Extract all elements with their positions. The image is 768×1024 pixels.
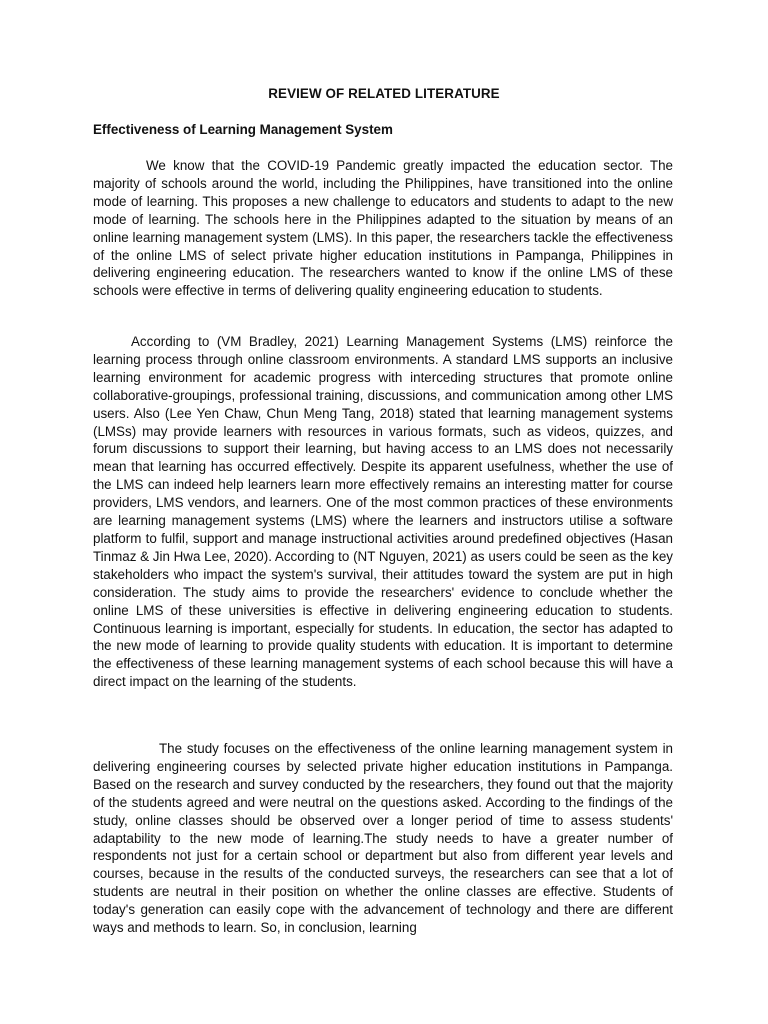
paragraph-study-focus: The study focuses on the effectiveness of the online learning management system in delivering engineering courses by selected private higher education institutions in Pampanga. Based on the research and survey conducted by the researchers, they found out that the majority of the students agreed and were neutral on the questions asked. According to the findings of the study, online classes should be observed over a longer period of time to assess students' adaptability to the new mode of learning.The study needs to have a greater number of respondents not just for a certain school or department but also from different year levels and courses, because in the results of the conducted surveys, the researchers can see that a lot of students are neutral in their position on whether the online classes are effective. Students of today's generation can easily cope with the advancement of technology and there are different ways and methods to learn. So, in conclusion, learning [93,741,673,936]
section-heading: Effectiveness of Learning Management System [93,122,393,137]
paragraph-literature: According to (VM Bradley, 2021) Learning Management Systems (LMS) reinforce the learning process through online classroom environments. A standard LMS supports an inclusive learning environment for academic progress with interceding structures that promote online collaborative-groupings, professional training, discussions, and communication among other LMS users. Also (Lee Yen Chaw, Chun Meng Tang, 2018) stated that learning management systems (LMSs) may provide learners with resources in various formats, such as videos, quizzes, and forum discussions to support their learning, but having access to an LMS does not necessarily mean that learning has occurred effectively. Despite its apparent usefulness, whether the use of the LMS can indeed help learners learn more effectively remains an interesting matter for course providers, LMS vendors, and learners. One of the most common practices of these environments are learning management systems (LMS) where the learners and instructors utilise a software platform to fulfil, support and manage instructional activities around predefined objectives (Hasan Tinmaz & Jin Hwa Lee, 2020). According to (NT Nguyen, 2021) as users could be seen as the key stakeholders who impact the system's survival, their attitudes toward the system are put in high consideration. The study aims to provide the researchers' evidence to conclude whether the online LMS of these universities is effective in delivering engineering education to students. Continuous learning is important, especially for students. In education, the sector has adapted to the new mode of learning to provide quality students with education. It is important to determine the effectiveness of these learning management systems of each school because this will have a direct impact on the learning of the students. [93,334,673,690]
paragraph-intro: We know that the COVID-19 Pandemic greatly impacted the education sector. The majority of schools around the world, including the Philippines, have transitioned into the online mode of learning. This proposes a new challenge to educators and students to adapt to the new mode of learning. The schools here in the Philippines adapted to the situation by means of an online learning management system (LMS). In this paper, the researchers tackle the effectiveness of the online LMS of select private higher education institutions in Pampanga, Philippines in delivering engineering education. The researchers wanted to know if the online LMS of these schools were effective in terms of delivering quality engineering education to students. [93,158,673,299]
page-title: REVIEW OF RELATED LITERATURE [268,86,500,101]
